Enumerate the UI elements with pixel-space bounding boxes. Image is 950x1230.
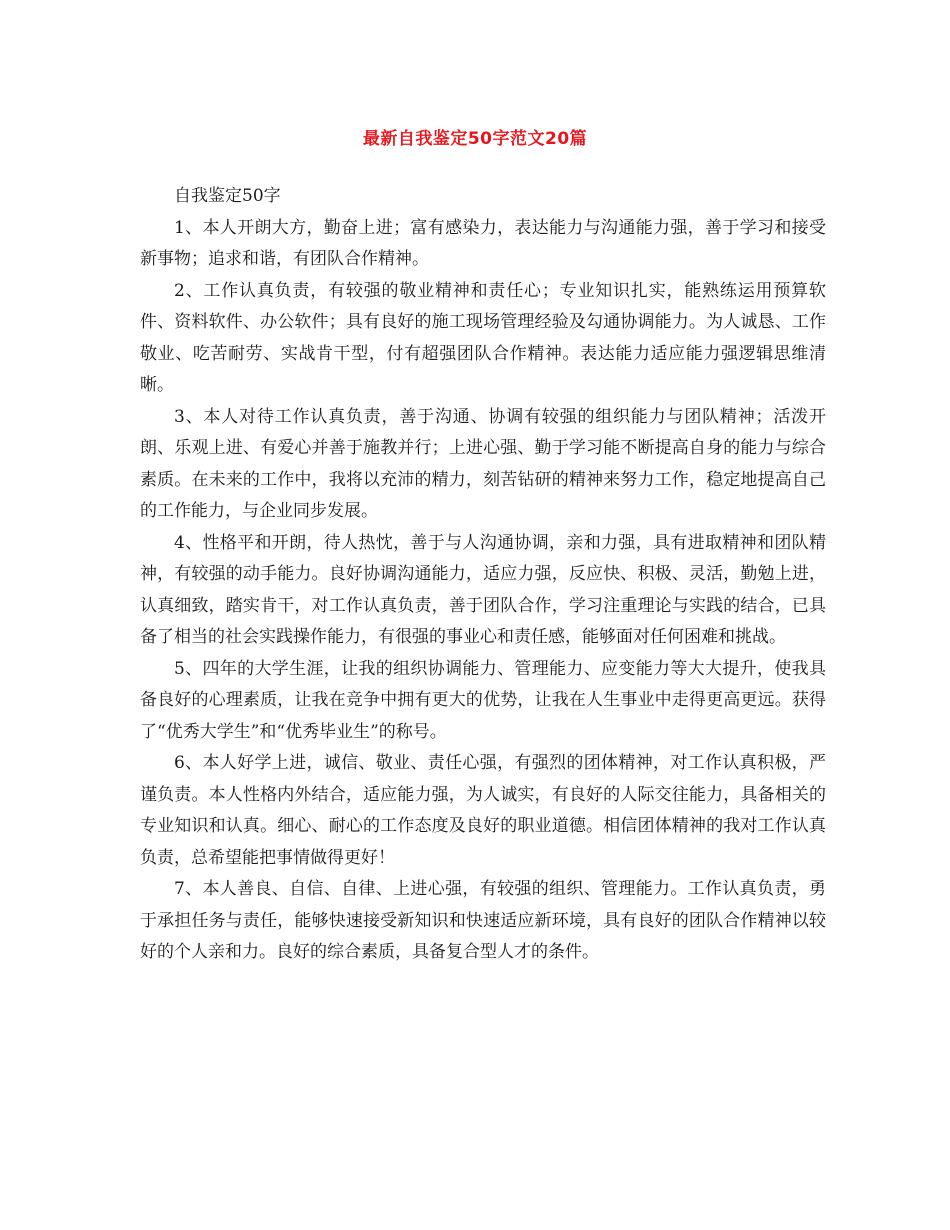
paragraph-4: 4、性格平和开朗，待人热忱，善于与人沟通协调，亲和力强，具有进取精神和团队精神，有较强的动手能力。良好协调沟通能力，适应力强，反应快、积极、灵活，勤勉上进，认真细致，踏实肯干，对工作认真负责，善于团队合作，学习注重理论与实践的结合，已具备了相当的社会实践操作能力，有很强的事业心和责任感，能够面对任何困难和挑战。 <box>140 532 826 647</box>
paragraph-6: 6、本人好学上进，诚信、敬业、责任心强，有强烈的团体精神，对工作认真积极，严谨负责。本人性格内外结合，适应能力强，为人诚实，有良好的人际交往能力，具备相关的专业知识和认真。细心、耐心的工作态度及良好的职业道德。相信团体精神的我对工作认真负责，总希望能把事情做得更好！ <box>140 753 826 868</box>
document-body <box>140 181 826 969</box>
paragraph-5: 5、四年的大学生涯，让我的组织协调能力、管理能力、应变能力等大大提升，使我具备良好的心理素质，让我在竞争中拥有更大的优势，让我在人生事业中走得更高更远。获得了“优秀大学生”和“优秀毕业生”的称号。 <box>140 658 826 742</box>
paragraph-2: 2、工作认真负责，有较强的敬业精神和责任心；专业知识扎实，能熟练运用预算软件、资料软件、办公软件；具有良好的施工现场管理经验及勾通协调能力。为人诚恳、工作敬业、吃苦耐劳、实战肯干型，付有超强团队合作精神。表达能力适应能力强逻辑思维清晰。 <box>140 280 826 395</box>
paragraph-7: 7、本人善良、自信、自律、上进心强，有较强的组织、管理能力。工作认真负责，勇于承担任务与责任，能够快速接受新知识和快速适应新环境，具有良好的团队合作精神以较好的个人亲和力。良好的综合素质，具备复合型人才的条件。 <box>140 879 826 962</box>
document-title: 最新自我鉴定50字范文20篇 <box>362 129 588 149</box>
paragraph-3: 3、本人对待工作认真负责，善于沟通、协调有较强的组织能力与团队精神；活泼开朗、乐观上进、有爱心并善于施教并行；上进心强、勤于学习能不断提高自身的能力与综合素质。在未来的工作中，我将以充沛的精力，刻苦钻研的精神来努力工作，稳定地提高自己的工作能力，与企业同步发展。 <box>140 406 826 521</box>
paragraph-1: 1、本人开朗大方，勤奋上进；富有感染力，表达能力与沟通能力强，善于学习和接受新事物；追求和谐，有团队合作精神。 <box>140 217 826 269</box>
section-heading: 自我鉴定50字 <box>174 186 281 206</box>
